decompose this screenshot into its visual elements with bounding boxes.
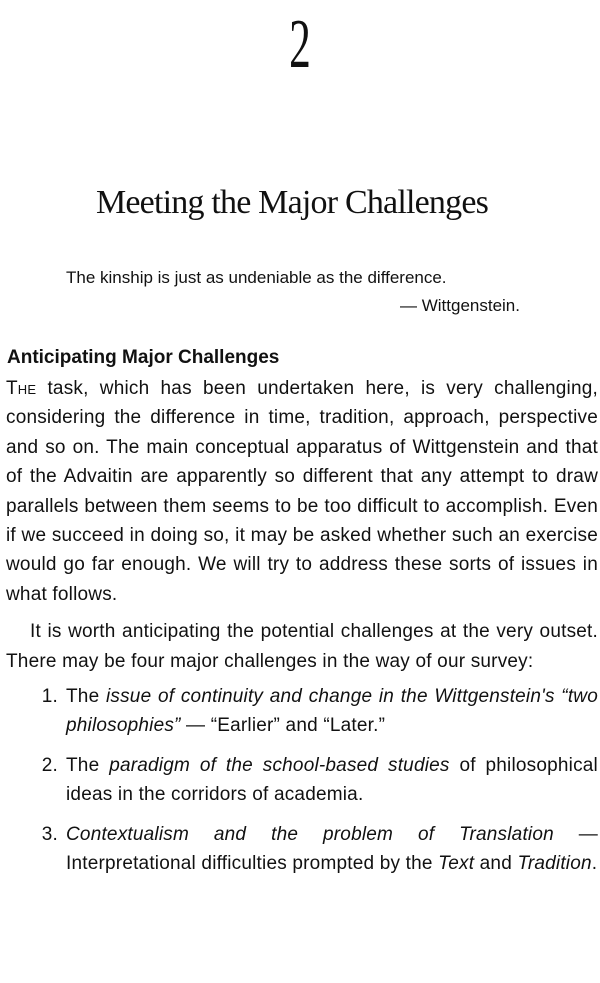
challenges-list	[6, 682, 598, 878]
list-number: 3.	[41, 823, 58, 845]
list-item-text	[66, 820, 598, 879]
epigraph-attribution: — Wittgenstein.	[400, 296, 520, 315]
list-item-text-italic: Text	[438, 853, 475, 875]
paragraph-intro-text: task, which has been undertaken here, is very challenging, considering the difference in time, tradition, approach, perspective and so on. The main conceptual apparatus of Wittgenstein and that of the Advaitin are apparently so different that any attempt to draw parallels between them seems to be too difficult to accomplish. Even if we succeed in doing so, it may be asked whether such an exercise would go far enough. We will try to address these sorts of issues in what follows.	[6, 378, 598, 605]
list-number: 1.	[41, 686, 58, 708]
list-item	[6, 820, 598, 879]
list-item-text-part: and	[474, 853, 518, 875]
list-item-text-part: .	[591, 853, 598, 875]
list-item-text-italic: issue of continuity and change in the Wittgenstein's “two philosophies”	[66, 686, 598, 737]
list-item	[6, 751, 598, 810]
list-number: 2.	[41, 754, 58, 776]
list-item-text	[66, 751, 598, 810]
epigraph	[66, 264, 526, 320]
section-heading: Anticipating Major Challenges	[7, 347, 280, 368]
list-item-text-part: The	[66, 686, 106, 708]
list-item-text-part: of philosophical ideas in the corridors of academia.	[66, 754, 598, 806]
chapter-number: 2	[289, 6, 311, 83]
chapter-title: Meeting the Major Challenges	[95, 184, 489, 221]
paragraph-challenges-intro: It is worth anticipating the potential challenges at the very outset. There may be four major challenges in the way of our survey:	[6, 621, 598, 672]
list-item-text-italic: paradigm of the school-based studies	[109, 754, 450, 776]
paragraph-lead-smallcaps: The	[6, 378, 37, 399]
list-item-text-italic: Tradition	[517, 853, 592, 875]
list-item	[6, 682, 598, 741]
list-item-text-part: — “Earlier” and “Later.”	[180, 715, 386, 737]
body-text	[6, 374, 598, 889]
list-item-text-part: The	[66, 754, 110, 776]
list-item-text	[66, 682, 598, 741]
list-item-text-part: — Interpretational difficulties prompted by the	[66, 823, 598, 875]
epigraph-text: The kinship is just as undeniable as the difference.	[66, 268, 447, 287]
paragraph-intro	[6, 374, 598, 609]
list-item-text-italic: Contextualism and the problem of Translation	[66, 823, 554, 845]
